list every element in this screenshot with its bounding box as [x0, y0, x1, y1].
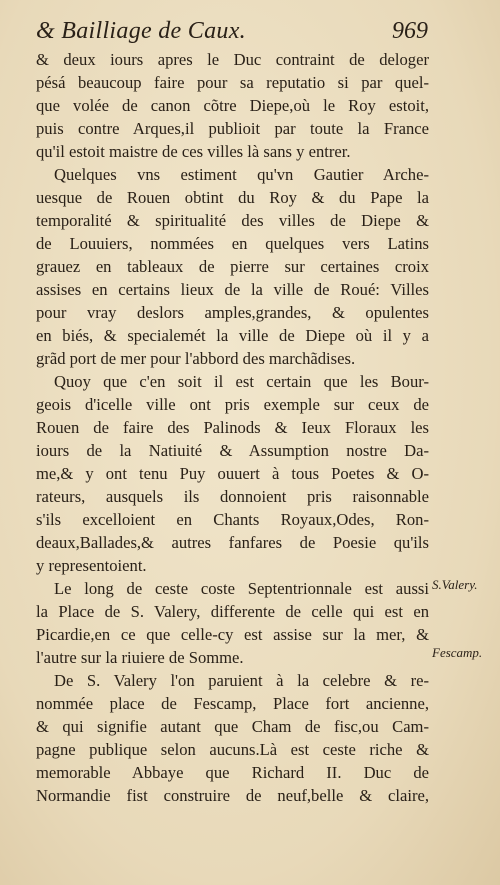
running-title: & Bailliage de Caux. — [36, 18, 246, 44]
body-text — [36, 48, 429, 807]
text-line: Quelques vns estiment qu'vn Gautier Arche- — [54, 165, 429, 184]
text-line: pésá beaucoup faire pour sa reputatio si par quel- — [36, 73, 429, 92]
text-line: uesque de Rouen obtint du Roy & du Pape la — [36, 188, 429, 207]
text-line: Picardie,en ce que celle-cy est assise sur la mer, & — [36, 625, 429, 644]
page-number: 969 — [392, 18, 428, 44]
text-line: geois d'icelle ville ont pris exemple sur ceux de — [36, 395, 429, 414]
margin-note-valery: S.Valery. — [432, 577, 478, 592]
text-line: Quoy que c'en soit il est certain que les Bour- — [54, 372, 429, 391]
text-line: nommée place de Fescamp, Place fort ancienne, — [36, 694, 429, 713]
text-line: l'autre sur la riuiere de Somme. — [36, 648, 244, 667]
text-line: assises en certains lieux de la ville de Roué: Villes — [36, 280, 429, 299]
text-line: memorable Abbaye que Richard II. Duc de — [36, 763, 429, 782]
text-line: Rouen de faire des Palinods & Ieux Floraux les — [36, 418, 429, 437]
text-line: que volée de canon cõtre Diepe,où le Roy estoit, — [36, 96, 429, 115]
text-line: puis contre Arques,il publioit par toute la France — [36, 119, 429, 138]
running-header — [36, 14, 428, 50]
text-line: grãd port de mer pour l'abbord des marchãdises. — [36, 349, 356, 368]
text-line: grauez en tableaux de pierre sur certaines croix — [36, 257, 429, 276]
text-line: y representoient. — [36, 556, 147, 575]
text-line: pour vray deslors amples,grandes, & opulentes — [36, 303, 429, 322]
text-line: Le long de ceste coste Septentrionnale est aussi — [54, 579, 429, 598]
text-line: s'ils excelloient en Chants Royaux,Odes, Ron- — [36, 510, 429, 529]
text-line: temporalité & spiritualité des villes de Diepe & — [36, 211, 429, 230]
text-line: me,& y ont tenu Puy ouuert à tous Poetes & O- — [36, 464, 429, 483]
margin-note-fescamp: Fescamp. — [432, 645, 483, 660]
text-line: & deux iours apres le Duc contraint de deloger — [36, 50, 429, 69]
text-line: De S. Valery l'on paruient à la celebre & re- — [54, 671, 429, 690]
text-line: rateurs, ausquels ils donnoient pris raisonnable — [36, 487, 429, 506]
text-line: deaux,Ballades,& autres fanfares de Poesie qu'ils — [36, 533, 429, 552]
text-line: qu'il estoit maistre de ces villes là sans y entrer. — [36, 142, 351, 161]
text-line: & qui signifie autant que Cham de fisc,ou Cam- — [36, 717, 429, 736]
text-line: Normandie fist construire de neuf,belle & claire, — [36, 786, 429, 805]
text-line: de Louuiers, nommées en quelques vers Latins — [36, 234, 429, 253]
text-line: iours de la Natiuité & Assumption nostre Da- — [36, 441, 429, 460]
text-line: pagne publique selon aucuns.Là est ceste riche & — [36, 740, 429, 759]
text-line: en biés, & specialemét la ville de Diepe où il y a — [36, 326, 429, 345]
text-line: la Place de S. Valery, differente de celle qui est en — [36, 602, 429, 621]
